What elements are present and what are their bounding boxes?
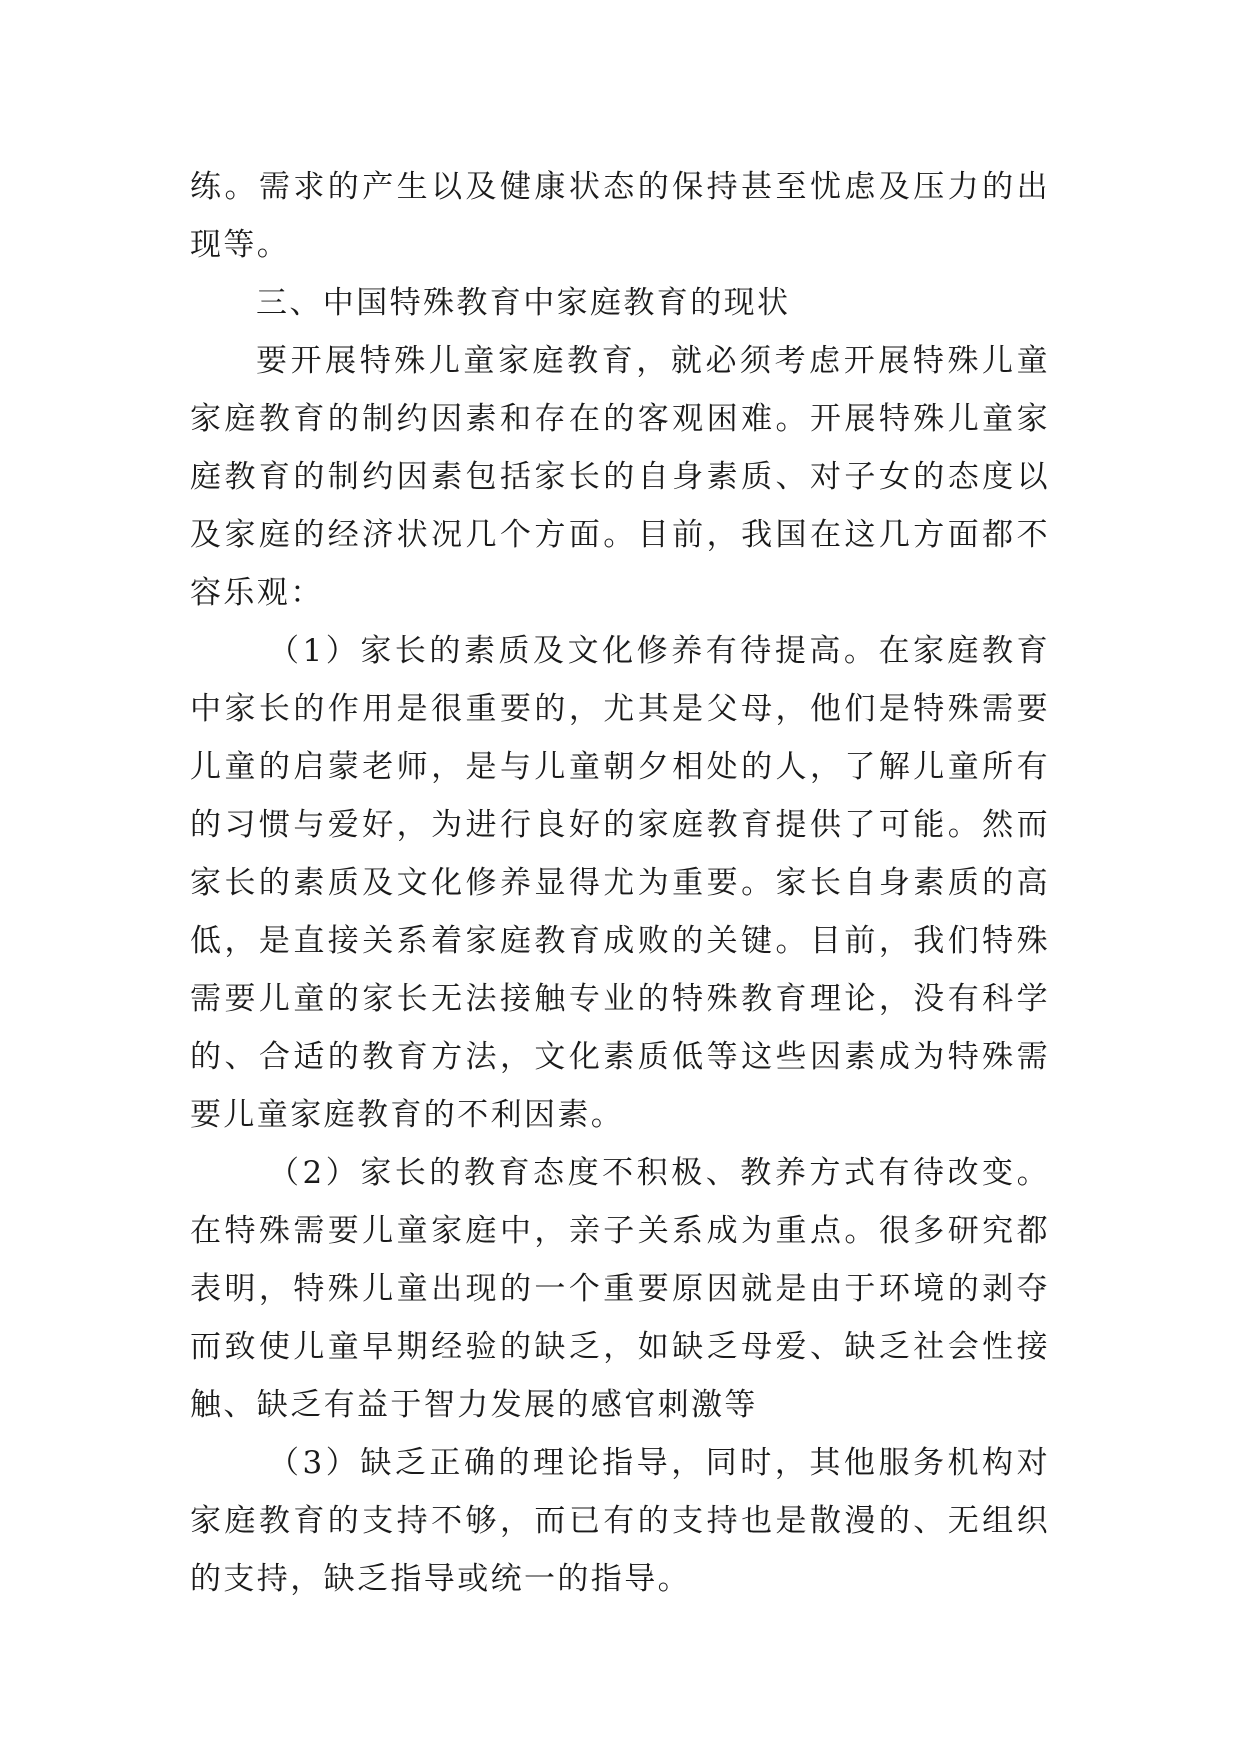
list-item-1: （1）家长的素质及文化修养有待提高。在家庭教育中家长的作用是很重要的，尤其是父母，他们是特殊需要儿童的启蒙老师，是与儿童朝夕相处的人，了解儿童所有的习惯与爱好，为进行良好的家庭教育提供了可能。然而家长的素质及文化修养显得尤为重要。家长自身素质的高低，是直接关系着家庭教育成败的关键。目前，我们特殊需要儿童的家长无法接触专业的特殊教育理论，没有科学的、合适的教育方法，文化素质低等这些因素成为特殊需要儿童家庭教育的不利因素。 [190,633,1050,1133]
paragraph-continuation: 练。需求的产生以及健康状态的保持甚至忧虑及压力的出现等。 [190,169,1050,263]
section-heading: 三、中国特殊教育中家庭教育的现状 [256,285,791,321]
list-item-2: （2）家长的教育态度不积极、教养方式有待改变。在特殊需要儿童家庭中，亲子关系成为重点。很多研究都表明，特殊儿童出现的一个重要原因就是由于环境的剥夺而致使儿童早期经验的缺乏，如缺乏母爱、缺乏社会性接触、缺乏有益于智力发展的感官刺激等 [190,1155,1050,1423]
body-text [190,158,1050,1608]
paragraph-intro: 要开展特殊儿童家庭教育，就必须考虑开展特殊儿童家庭教育的制约因素和存在的客观困难。开展特殊儿童家庭教育的制约因素包括家长的自身素质、对子女的态度以及家庭的经济状况几个方面。目前，我国在这几方面都不容乐观： [190,343,1050,611]
list-item-3: （3）缺乏正确的理论指导，同时，其他服务机构对家庭教育的支持不够，而已有的支持也是散漫的、无组织的支持，缺乏指导或统一的指导。 [190,1445,1050,1597]
